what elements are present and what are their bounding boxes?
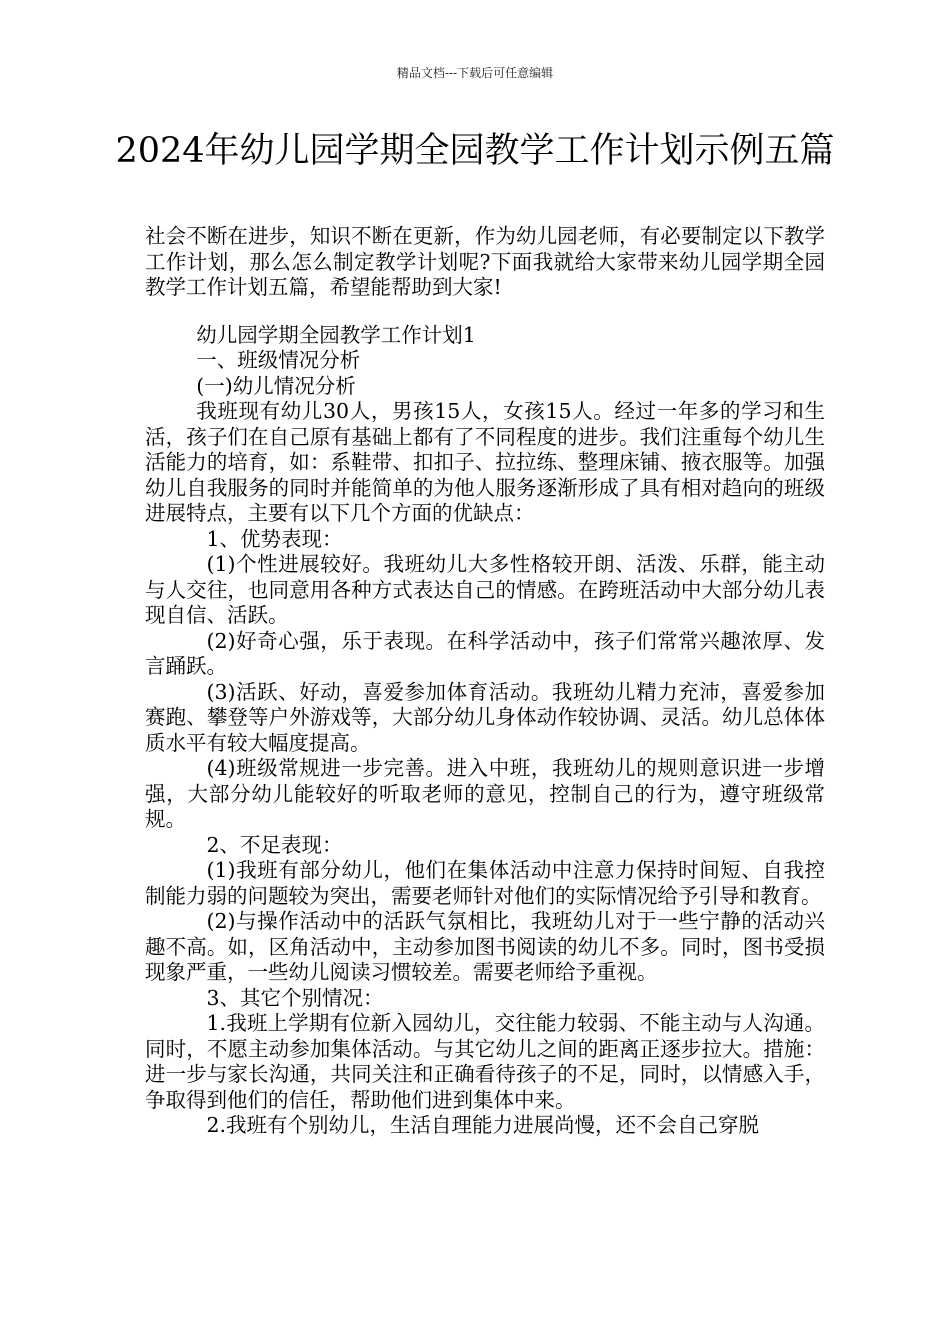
strength-item-2: (2)好奇心强，乐于表现。在科学活动中，孩子们常常兴趣浓厚、发言踊跃。 xyxy=(145,628,825,678)
subheading-other: 3、其它个别情况： xyxy=(206,985,384,1010)
intro-paragraph: 社会不断在进步，知识不断在更新，作为幼儿园老师，有必要制定以下教学工作计划，那么怎么制定教学计划呢?下面我就给大家带来幼儿园学期全园教学工作计划五篇，希望能帮助到大家! xyxy=(145,224,825,299)
other-item-1: 1.我班上学期有位新入园幼儿，交往能力较弱、不能主动与人沟通。同时，不愿主动参加集体活动。与其它幼儿之间的距离正逐步拉大。措施：进一步与家长沟通，共同关注和正确看待孩子的不足，同时，以情感入手，争取得到他们的信任，帮助他们进到集体中来。 xyxy=(145,1011,825,1112)
heading-2: (一)幼儿情况分析 xyxy=(196,373,356,398)
strength-item-4: (4)班级常规进一步完善。进入中班，我班幼儿的规则意识进一步增强，大部分幼儿能较好的听取老师的意见，控制自己的行为，遵守班级常规。 xyxy=(145,756,825,831)
page-header: 精品文档---下载后可任意编辑 xyxy=(396,66,554,80)
section-title: 幼儿园学期全园教学工作计划1 xyxy=(196,322,476,347)
subheading-weaknesses: 2、不足表现： xyxy=(206,832,343,857)
subheading-strengths: 1、优势表现： xyxy=(206,526,343,551)
weakness-item-1: (1)我班有部分幼儿，他们在集体活动中注意力保持时间短、自我控制能力弱的问题较为突出，需要老师针对他们的实际情况给予引导和教育。 xyxy=(145,858,825,908)
heading-1: 一、班级情况分析 xyxy=(196,348,361,372)
other-item-2: 2.我班有个别幼儿，生活自理能力进展尚慢，还不会自己穿脱 xyxy=(206,1113,760,1137)
weakness-item-2: (2)与操作活动中的活跃气氛相比，我班幼儿对于一些宁静的活动兴趣不高。如，区角活动中，主动参加图书阅读的幼儿不多。同时，图书受损现象严重，一些幼儿阅读习惯较差。需要老师给予重视。 xyxy=(145,909,825,984)
strength-item-3: (3)活跃、好动，喜爱参加体育活动。我班幼儿精力充沛，喜爱参加赛跑、攀登等户外游戏等，大部分幼儿身体动作较协调、灵活。幼儿总体体质水平有较大幅度提高。 xyxy=(145,679,825,755)
document-body xyxy=(145,224,825,1139)
paragraph-children-overview: 我班现有幼儿30人，男孩15人，女孩15人。经过一年多的学习和生活，孩子们在自己原有基础上都有了不同程度的进步。我们注重每个幼儿生活能力的培育，如：系鞋带、扣扣子、拉拉练、整理床铺、掖衣服等。加强幼儿自我服务的同时并能简单的为他人服务逐渐形成了具有相对趋向的班级进展特点，主要有以下几个方面的优缺点： xyxy=(145,399,825,525)
paragraph-gap xyxy=(145,301,825,323)
document-title: 2024年幼儿园学期全园教学工作计划示例五篇 xyxy=(115,131,835,171)
strength-item-1: (1)个性进展较好。我班幼儿大多性格较开朗、活泼、乐群，能主动与人交往，也同意用各种方式表达自己的情感。在跨班活动中大部分幼儿表现自信、活跃。 xyxy=(145,552,825,627)
